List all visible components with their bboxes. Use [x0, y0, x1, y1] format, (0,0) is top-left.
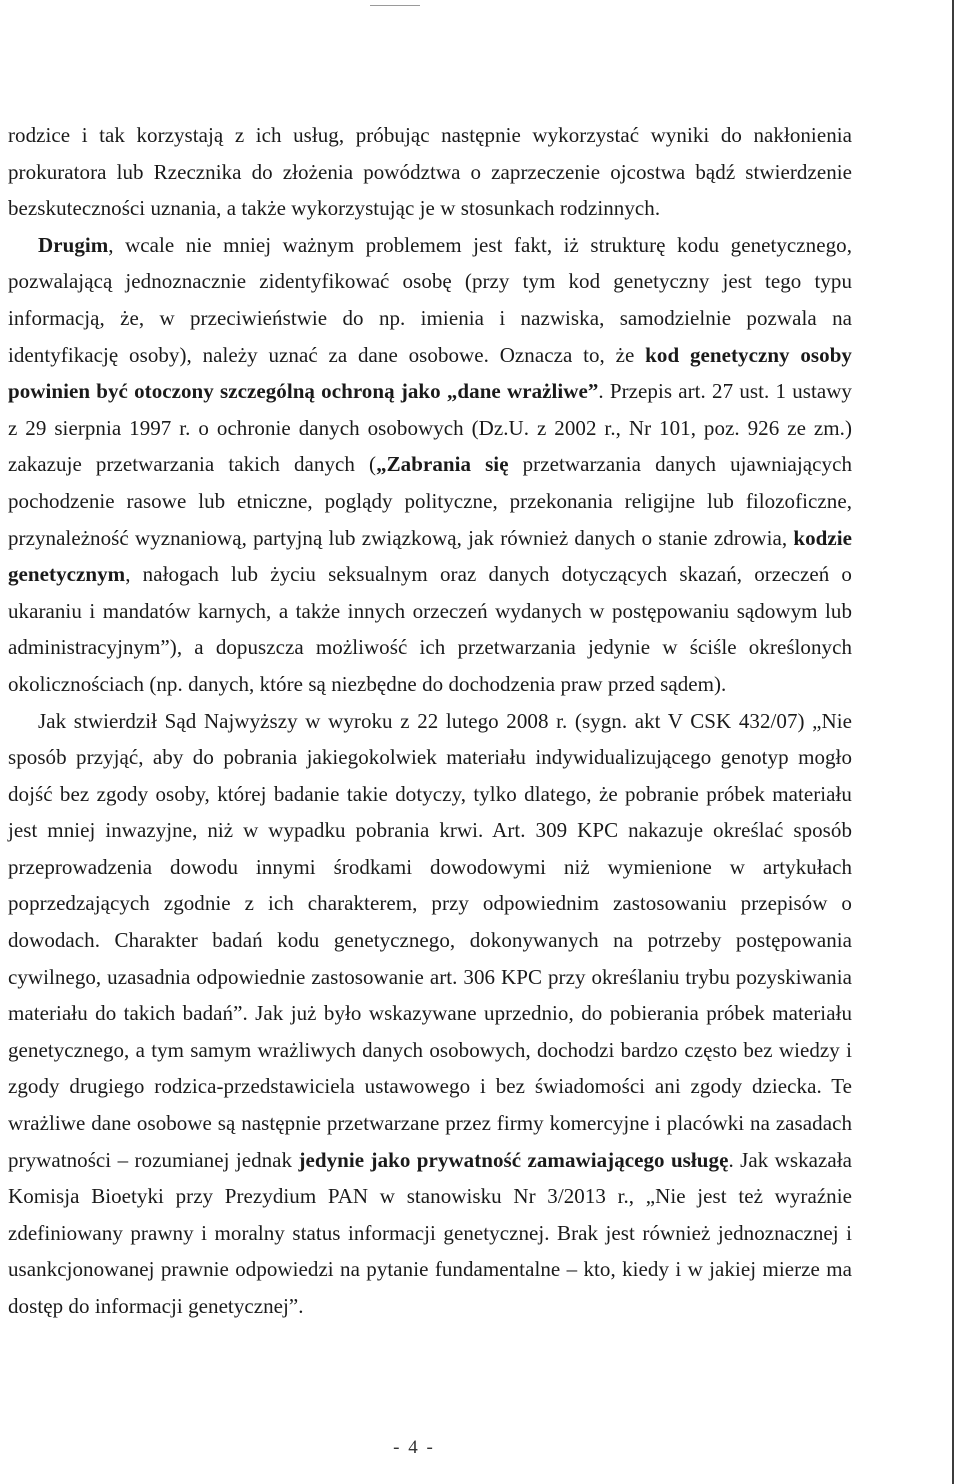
page-number: - 4 -	[393, 1437, 435, 1458]
paragraph-3	[8, 703, 852, 1325]
paragraph-2-run-4: . Przepis art. 27 ust. 1 ustawy z 29 sierpnia 1997 r. o ochronie danych osobowych (Dz.U. z 2002 r., Nr 101, poz. 926 ze zm.) zakazuje przetwarzania takich danych (	[8, 379, 852, 477]
paragraph-3-run-3: . Jak wskazała Komisja Bioetyki przy Prezydium PAN w stanowisku Nr 3/2013 r., „Nie jest też wyraźnie zdefiniowany prawny i moralny status informacji genetycznej. Brak jest również jednoznacznej i usankcjonowanej prawnie odpowiedzi na pytanie fundamentalne – kto, kiedy i w jakiej mierze ma dostęp do informacji genetycznej”.	[8, 1147, 852, 1318]
bold-phrase-kodzie-genetycznym: kodzie genetycznym	[8, 525, 852, 587]
paragraph-2-run-2: , wcale nie mniej ważnym problemem jest fakt, iż strukturę kodu genetycznego, pozwalającą jednoznacznie zidentyfikować osobę (przy tym kod genetyczny jest tego typu informacją, że, w przeciwieństwie do np. imienia i nazwiska, samodzielnie pozwala na identyfikację osoby), należy uznać za dane osobowe. Oznacza to, że	[8, 232, 852, 367]
page-edge-border	[952, 0, 954, 1484]
top-scan-mark	[370, 5, 420, 6]
paragraph-2	[8, 227, 852, 703]
bold-term-drugim: Drugim	[38, 232, 109, 257]
bold-phrase-genetic-code-protection: kod genetyczny osoby powinien być otoczony szczególną ochroną jako „dane wrażliwe”	[8, 342, 852, 404]
paragraph-3-run-1: Jak stwierdził Sąd Najwyższy w wyroku z 22 lutego 2008 r. (sygn. akt V CSK 432/07) „Nie sposób przyjąć, aby do pobrania jakiegokolwiek materiału indywidualizującego genotyp mogło dojść bez zgody osoby, której badanie takie dotyczy, tylko dlatego, że pobranie próbek materiału jest mniej inwazyjne, niż w wypadku pobrania krwi. Art. 309 KPC nakazuje określać sposób przeprowadzenia dowodu innymi środkami dowodowymi niż wymienione w artykułach poprzedzających zgodnie z ich charakterem, przy odpowiednim zastosowaniu przepisów o dowodach. Charakter badań kodu genetycznego, dokonywanych na potrzeby postępowania cywilnego, uzasadnia odpowiednie zastosowanie art. 306 KPC przy określaniu trybu pozyskiwania materiału do takich badań”. Jak już było wskazywane uprzednio, do pobierania próbek materiału genetycznego, a tym samym wrażliwych danych osobowych, dochodzi bardzo często bez wiedzy i zgody drugiego rodzica-przedstawiciela ustawowego i bez świadomości ani zgody dziecka. Te wrażliwe dane osobowe są następnie przetwarzane przez firmy komercyjne i placówki na zasadach prywatności – rozumianej jednak	[8, 708, 852, 1172]
bold-phrase-zabrania-sie: „Zabrania się	[376, 452, 509, 477]
paragraph-2-run-8: , nałogach lub życiu seksualnym oraz danych dotyczących skazań, orzeczeń o ukaraniu i mandatów karnych, a także innych orzeczeń wydanych w postępowaniu sądowym lub administracyjnym”), a dopuszcza możliwość ich przetwarzania jedynie w ściśle określonych okolicznościach (np. danych, które są niezbędne do dochodzenia praw przed sądem).	[8, 562, 852, 696]
paragraph-1-run-1: rodzice i tak korzystają z ich usług, próbując następnie wykorzystać wyniki do nakłonienia prokuratora lub Rzecznika do złożenia powództwa o zaprzeczenie ojcostwa bądź stwierdzenie bezskuteczności uznania, a także wykorzystując je w stosunkach rodzinnych.	[8, 123, 852, 221]
document-body	[8, 117, 852, 1325]
bold-phrase-prywatnosc-zamawiajacego: jedynie jako prywatność zamawiającego usługę	[298, 1147, 729, 1172]
paragraph-1	[8, 117, 852, 227]
paragraph-2-run-6: przetwarzania danych ujawniających pochodzenie rasowe lub etniczne, poglądy polityczne, przekonania religijne lub filozoficzne, przynależność wyznaniową, partyjną lub związkową, jak również danych o stanie zdrowia,	[8, 452, 853, 550]
